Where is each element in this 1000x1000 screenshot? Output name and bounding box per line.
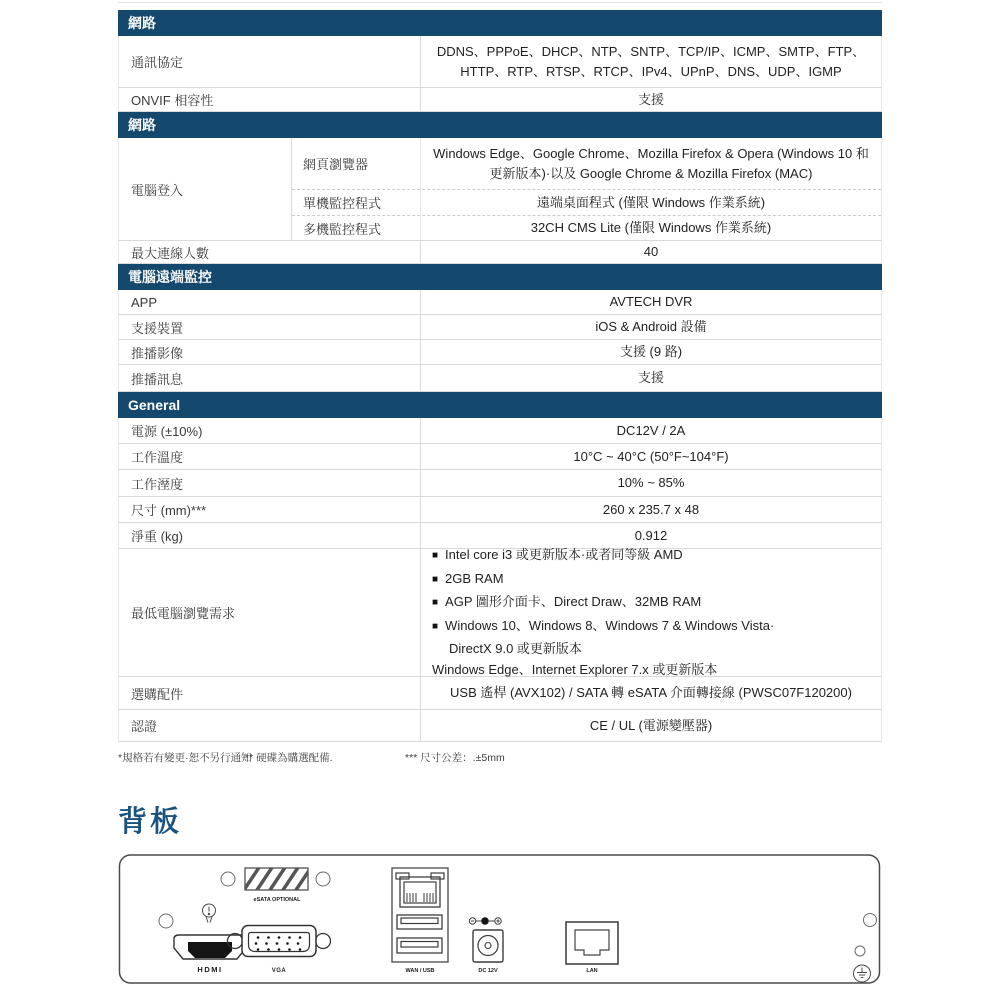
spec-label: 工作溫度 (119, 444, 421, 469)
spec-label: 認證 (119, 710, 421, 741)
table-row (119, 710, 881, 742)
table-subrow (292, 216, 881, 240)
lan-label: LAN (586, 968, 598, 974)
spec-value: iOS & Android 設備 (595, 319, 707, 335)
spec-label: 工作溼度 (119, 470, 421, 496)
dc-jack-icon (473, 930, 503, 962)
security-lock-icon (203, 904, 216, 923)
requirement-text: 2GB RAM (445, 570, 504, 586)
requirement-line (432, 591, 881, 614)
spec-value: USB 遙桿 (AVX102) / SATA 轉 eSATA 介面轉接線 (PWSC07F120200) (450, 685, 852, 701)
section-rows-network-2 (118, 138, 882, 264)
section-rows-remote-monitoring (118, 290, 882, 392)
table-row (119, 497, 881, 523)
table-row (119, 315, 881, 340)
spec-label: 電源 (±10%) (119, 418, 421, 443)
ground-terminal-icon (854, 965, 871, 982)
requirement-line (432, 615, 881, 638)
spec-label: 選購配件 (119, 677, 421, 709)
footnote-hdd-optional: ** 硬碟為購選配備. (245, 752, 333, 764)
bullet-icon: ■ (432, 550, 439, 562)
spec-value: 0.912 (634, 527, 668, 543)
spec-label: 最低電腦瀏覽需求 (119, 549, 421, 676)
requirement-text: Intel core i3 或更新版本·或者同等級 AMD (445, 547, 683, 563)
section-header-general: General (118, 392, 882, 418)
requirement-text: DirectX 9.0 或更新版本 (449, 640, 582, 656)
hdmi-label: HDMI (197, 965, 223, 974)
table-row (119, 88, 881, 112)
screw-hole-icon (855, 946, 865, 956)
table-row (119, 470, 881, 497)
bullet-icon: ■ (432, 597, 439, 609)
wan-usb-label: WAN / USB (405, 968, 435, 974)
section-header-network-1: 網路 (118, 10, 882, 36)
table-row (119, 36, 881, 88)
spec-group-label: 電腦登入 (119, 138, 292, 240)
requirement-line (432, 568, 881, 591)
section-rows-network-1 (118, 36, 882, 112)
requirements-list (421, 549, 881, 676)
spec-subrows (292, 138, 881, 240)
requirement-text: AGP 圖形介面卡、Direct Draw、32MB RAM (445, 594, 702, 610)
requirement-text: Windows 10、Windows 8、Windows 7 & Windows Vista· (445, 617, 775, 633)
dc-label: DC 12V (478, 968, 498, 974)
spec-label: 網頁瀏覽器 (292, 138, 421, 189)
spec-value: Windows Edge、Google Chrome、Mozilla Firefox & Opera (Windows 10 和更新版本)·以及 Google Chrome & Mozilla Firefox (MAC) (433, 146, 869, 181)
table-row (119, 365, 881, 392)
table-row (119, 241, 881, 264)
spec-value: DC12V / 2A (616, 422, 686, 438)
spec-label: 尺寸 (mm)*** (119, 497, 421, 522)
table-subrow (292, 138, 881, 190)
spec-value: DDNS、PPPoE、DHCP、NTP、SNTP、TCP/IP、ICMP、SMTP、FTP、HTTP、RTP、RTSP、RTCP、IPv4、UPnP、DNS、UDP、IGMP (436, 44, 866, 79)
spec-value: CE / UL (電源變壓器) (589, 717, 713, 733)
spec-value: 支援 (9 路) (619, 344, 683, 360)
requirement-text: Windows Edge、Internet Explorer 7.x 或更新版本 (432, 662, 718, 678)
esata-label: eSATA OPTIONAL (253, 897, 301, 903)
spec-label: 最大連線人數 (119, 241, 421, 263)
screw-hole-icon (159, 914, 173, 928)
spec-table (118, 2, 882, 742)
spec-label: ONVIF 相容性 (119, 88, 421, 111)
section-header-remote-monitoring: 電腦遠端監控 (118, 264, 882, 290)
spec-value: 32CH CMS Lite (僅限 Windows 作業系統) (530, 220, 772, 236)
spec-label: 推播影像 (119, 340, 421, 364)
table-row (119, 340, 881, 365)
spec-value: 支援 (637, 91, 664, 107)
back-panel-title: 背板 (118, 806, 183, 838)
bullet-icon: ■ (432, 620, 439, 632)
screw-hole-icon (864, 914, 877, 927)
back-panel-diagram (118, 853, 882, 985)
section-rows-general (118, 418, 882, 742)
footnote-dimension-tolerance: *** 尺寸公差：.±5mm (405, 752, 505, 764)
spec-label: 淨重 (kg) (119, 523, 421, 548)
spec-value: 10% ~ 85% (617, 475, 685, 491)
table-top-rule (118, 2, 882, 10)
requirement-line (432, 544, 881, 567)
vga-port-icon (228, 926, 331, 957)
hdmi-port-icon (174, 935, 246, 959)
spec-value: 10°C ~ 40°C (50°F~104°F) (573, 448, 729, 464)
vga-label: VGA (271, 968, 287, 974)
wan-usb-ports-icon (392, 868, 448, 962)
spec-label: 單機監控程式 (292, 190, 421, 215)
spec-label: 支援裝置 (119, 315, 421, 339)
spec-label: 多機監控程式 (292, 216, 421, 240)
spec-label: 推播訊息 (119, 365, 421, 391)
table-row (119, 290, 881, 315)
table-row-requirements (119, 549, 881, 677)
spec-value: 260 x 235.7 x 48 (602, 501, 700, 517)
lan-port-icon (566, 922, 618, 964)
spec-value: AVTECH DVR (609, 294, 693, 310)
table-row (119, 444, 881, 470)
table-subrow (292, 190, 881, 216)
section-header-network-2: 網路 (118, 112, 882, 138)
table-row (119, 418, 881, 444)
bullet-icon: ■ (432, 573, 439, 585)
esata-knockout-icon (221, 863, 330, 893)
table-group-row (119, 138, 881, 241)
spec-value: 40 (643, 244, 659, 260)
dc-polarity-icon (469, 917, 501, 925)
spec-value: 支援 (637, 370, 664, 386)
requirement-line (432, 638, 881, 659)
table-row (119, 677, 881, 710)
footnote-spec-change: *規格若有變更·恕不另行通知 (118, 752, 252, 764)
footnotes (118, 750, 738, 766)
spec-value: 遠端桌面程式 (僅限 Windows 作業系統) (536, 194, 766, 210)
spec-label: APP (119, 290, 421, 314)
spec-label: 通訊協定 (119, 36, 421, 87)
